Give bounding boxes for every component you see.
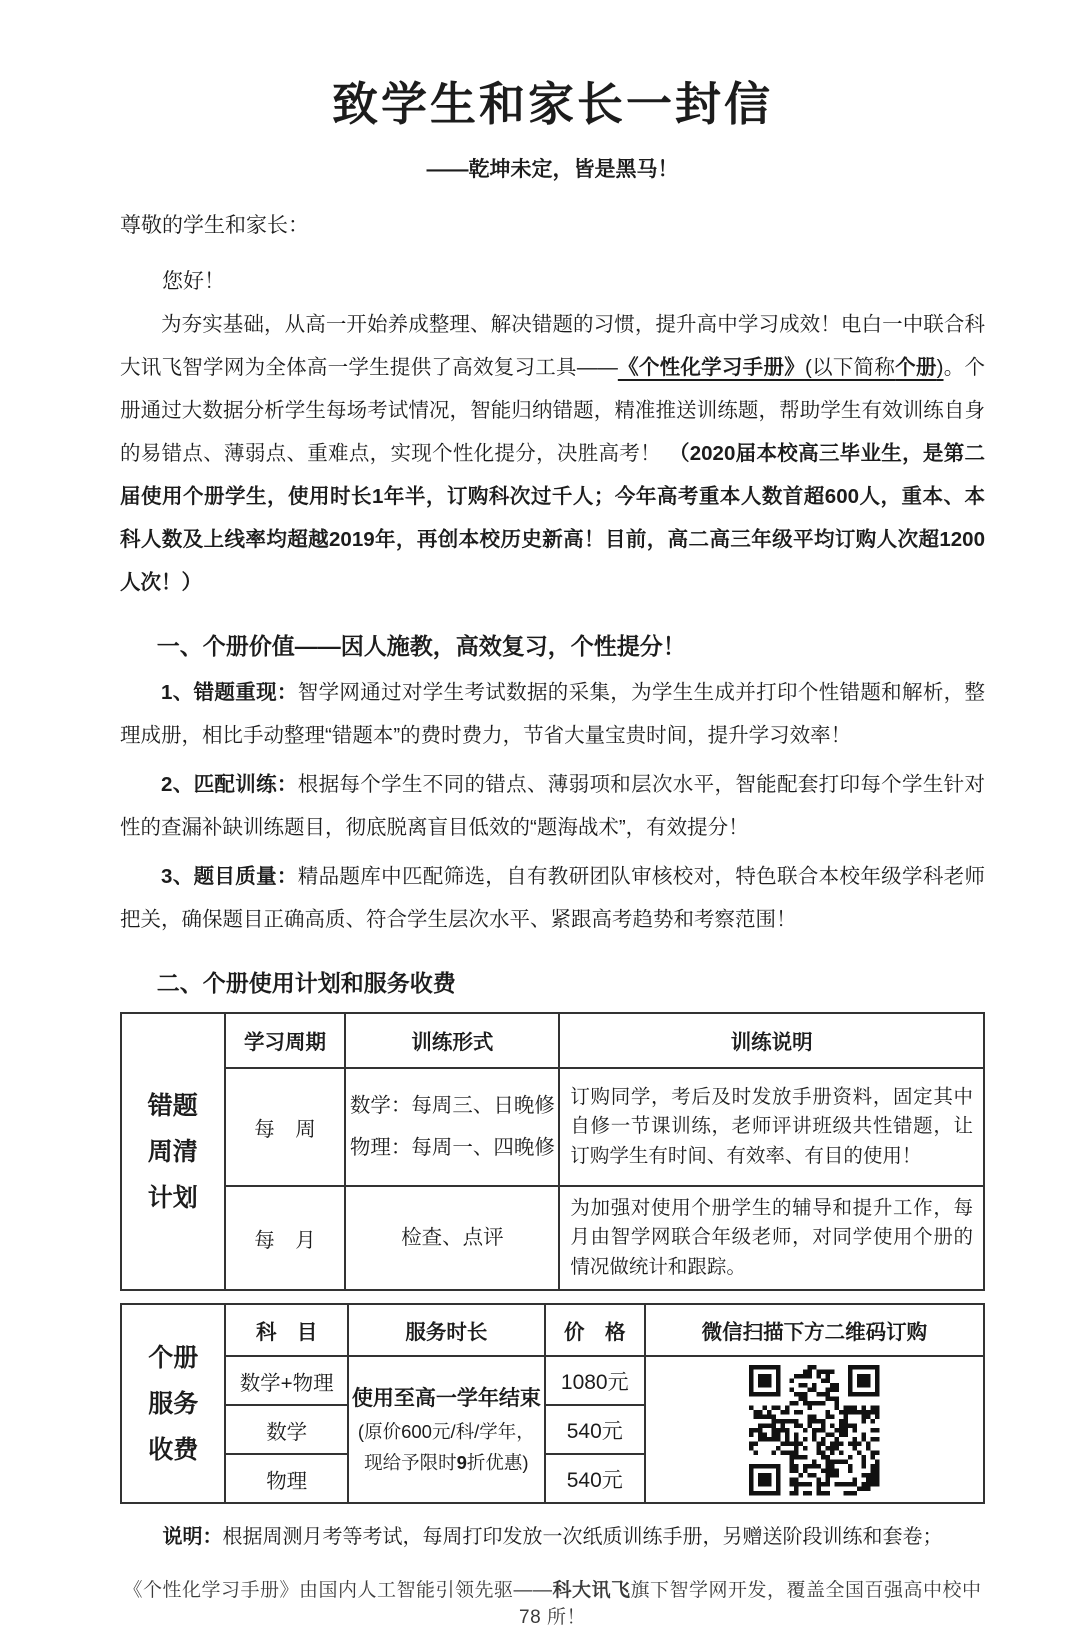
fee-table bbox=[120, 1303, 985, 1504]
section1-heading: 一、个册价值——因人施教，高效复习，个性提分！ bbox=[156, 632, 686, 659]
note-label: 说明： bbox=[162, 1526, 223, 1549]
plan-weekly-period: 每 周 bbox=[225, 1068, 346, 1186]
point-1-label: 1、错题重现： bbox=[161, 680, 298, 704]
wechat-order-qr-code-icon bbox=[646, 1365, 983, 1496]
fee-header-qr: 微信扫描下方二维码订购 bbox=[645, 1304, 984, 1356]
greeting: 您好！ bbox=[162, 269, 225, 293]
fee-header-duration: 服务时长 bbox=[348, 1304, 545, 1356]
salutation: 尊敬的学生和家长： bbox=[120, 213, 309, 237]
plan-monthly-desc: 为加强对使用个册学生的辅导和提升工作，每月由智学网联合年级老师，对同学使用个册的情况做统计和跟踪。 bbox=[559, 1186, 984, 1291]
plan-header-desc: 训练说明 bbox=[559, 1013, 984, 1068]
fee-math-subject: 数学 bbox=[225, 1405, 348, 1454]
intro-paragraph bbox=[120, 303, 985, 604]
point-3-text: 精品题库中匹配筛选，自有教研团队审核校对，特色联合本校年级学科老师把关，确保题目正确高质、符合学生层次水平、紧跟高考趋势和考察范围！ bbox=[120, 864, 986, 931]
point-1-text: 智学网通过对学生考试数据的采集，为学生生成并打印个性错题和解析，整理成册，相比手动整理“错题本”的费时费力，节省大量宝贵时间，提升学习效率！ bbox=[120, 680, 986, 747]
handbook-title: 《个性化学习手册》 bbox=[617, 355, 805, 379]
note-text: 根据周测月考等考试，每周打印发放一次纸质训练手册，另赠送阶段训练和套卷； bbox=[222, 1526, 943, 1549]
plan-row-monthly bbox=[121, 1186, 984, 1291]
plan-weekly-desc: 订购同学，考后及时发放手册资料，固定其中自修一节课训练，老师评讲班级共性错题，让订购学生有时间、有效率、有目的使用！ bbox=[559, 1068, 984, 1186]
intro-lead: 为夯实基础，从高一开始养成整理、解决错题的习惯，提升高中学习成效！电白一中联合科大讯飞智学网为全体高一学生提供了高效复习工具—— bbox=[120, 312, 985, 379]
plan-header-period: 学习周期 bbox=[225, 1013, 346, 1068]
footer-post: 旗下智学网开发，覆盖全国百强高中校中 78 所！ bbox=[519, 1580, 982, 1629]
plan-header-form: 训练形式 bbox=[345, 1013, 559, 1068]
section2-heading: 二、个册使用计划和服务收费 bbox=[156, 969, 456, 996]
fee-header-price: 价 格 bbox=[545, 1304, 645, 1356]
fee-physics-subject: 物理 bbox=[225, 1454, 348, 1503]
point-2-text: 根据每个学生不同的错点、薄弱项和层次水平，智能配套打印每个学生针对性的查漏补缺训练题目，彻底脱离盲目低效的“题海战术”，有效提分！ bbox=[120, 772, 986, 839]
point-3 bbox=[120, 855, 985, 941]
footer-pre: 《个性化学习手册》由国内人工智能引领先驱—— bbox=[123, 1580, 553, 1602]
plan-table bbox=[120, 1012, 985, 1292]
point-2-label: 2、匹配训练： bbox=[161, 772, 298, 796]
fee-math-price: 540元 bbox=[545, 1405, 645, 1454]
footer-line bbox=[120, 1575, 985, 1629]
fee-physics-price: 540元 bbox=[545, 1454, 645, 1503]
plan-table-side-label: 错题 周清 计划 bbox=[121, 1013, 225, 1291]
fee-combo-subject: 数学+物理 bbox=[225, 1356, 348, 1405]
point-3-label: 3、题目质量： bbox=[161, 864, 298, 888]
fee-combo-price: 1080元 bbox=[545, 1356, 645, 1405]
qr-cell bbox=[645, 1356, 984, 1503]
fee-row-combo bbox=[121, 1356, 984, 1405]
plan-monthly-form: 检查、点评 bbox=[345, 1186, 559, 1291]
fee-header-subject: 科 目 bbox=[225, 1304, 348, 1356]
fee-table-side-label: 个册 服务 收费 bbox=[121, 1304, 225, 1503]
note-line bbox=[120, 1520, 985, 1549]
point-2 bbox=[120, 763, 985, 849]
footer-brand: 科大讯飞 bbox=[552, 1580, 631, 1602]
plan-weekly-form: 数学：每周三、日晚修 物理：每周一、四晚修 bbox=[345, 1068, 559, 1186]
plan-row-weekly bbox=[121, 1068, 984, 1186]
page-title: 致学生和家长一封信 bbox=[332, 78, 773, 130]
fee-duration: 使用至高一学年结束 (原价600元/科/学年， 现给予限时9折优惠) bbox=[348, 1356, 545, 1503]
point-1 bbox=[120, 671, 985, 757]
handbook-alias: (以下简称个册) bbox=[804, 355, 944, 379]
plan-monthly-period: 每 月 bbox=[225, 1186, 346, 1291]
intro-highlight: （2020届本校高三毕业生，是第二届使用个册学生，使用时长1年半，订购科次过千人；今年高考重本人数首超600人，重本、本科人数及上线率均超越2019年，再创本校历史新高！目前，高二高三年级平均订购人次超1200人次！） bbox=[120, 441, 986, 594]
page-subtitle: ——乾坤未定，皆是黑马！ bbox=[426, 157, 679, 181]
intro-body: 。个册通过大数据分析学生每场考试情况，智能归纳错题，精准推送训练题，帮助学生有效训练自身的易错点、薄弱点、重难点，实现个性化提分，决胜高考！ bbox=[120, 355, 986, 465]
